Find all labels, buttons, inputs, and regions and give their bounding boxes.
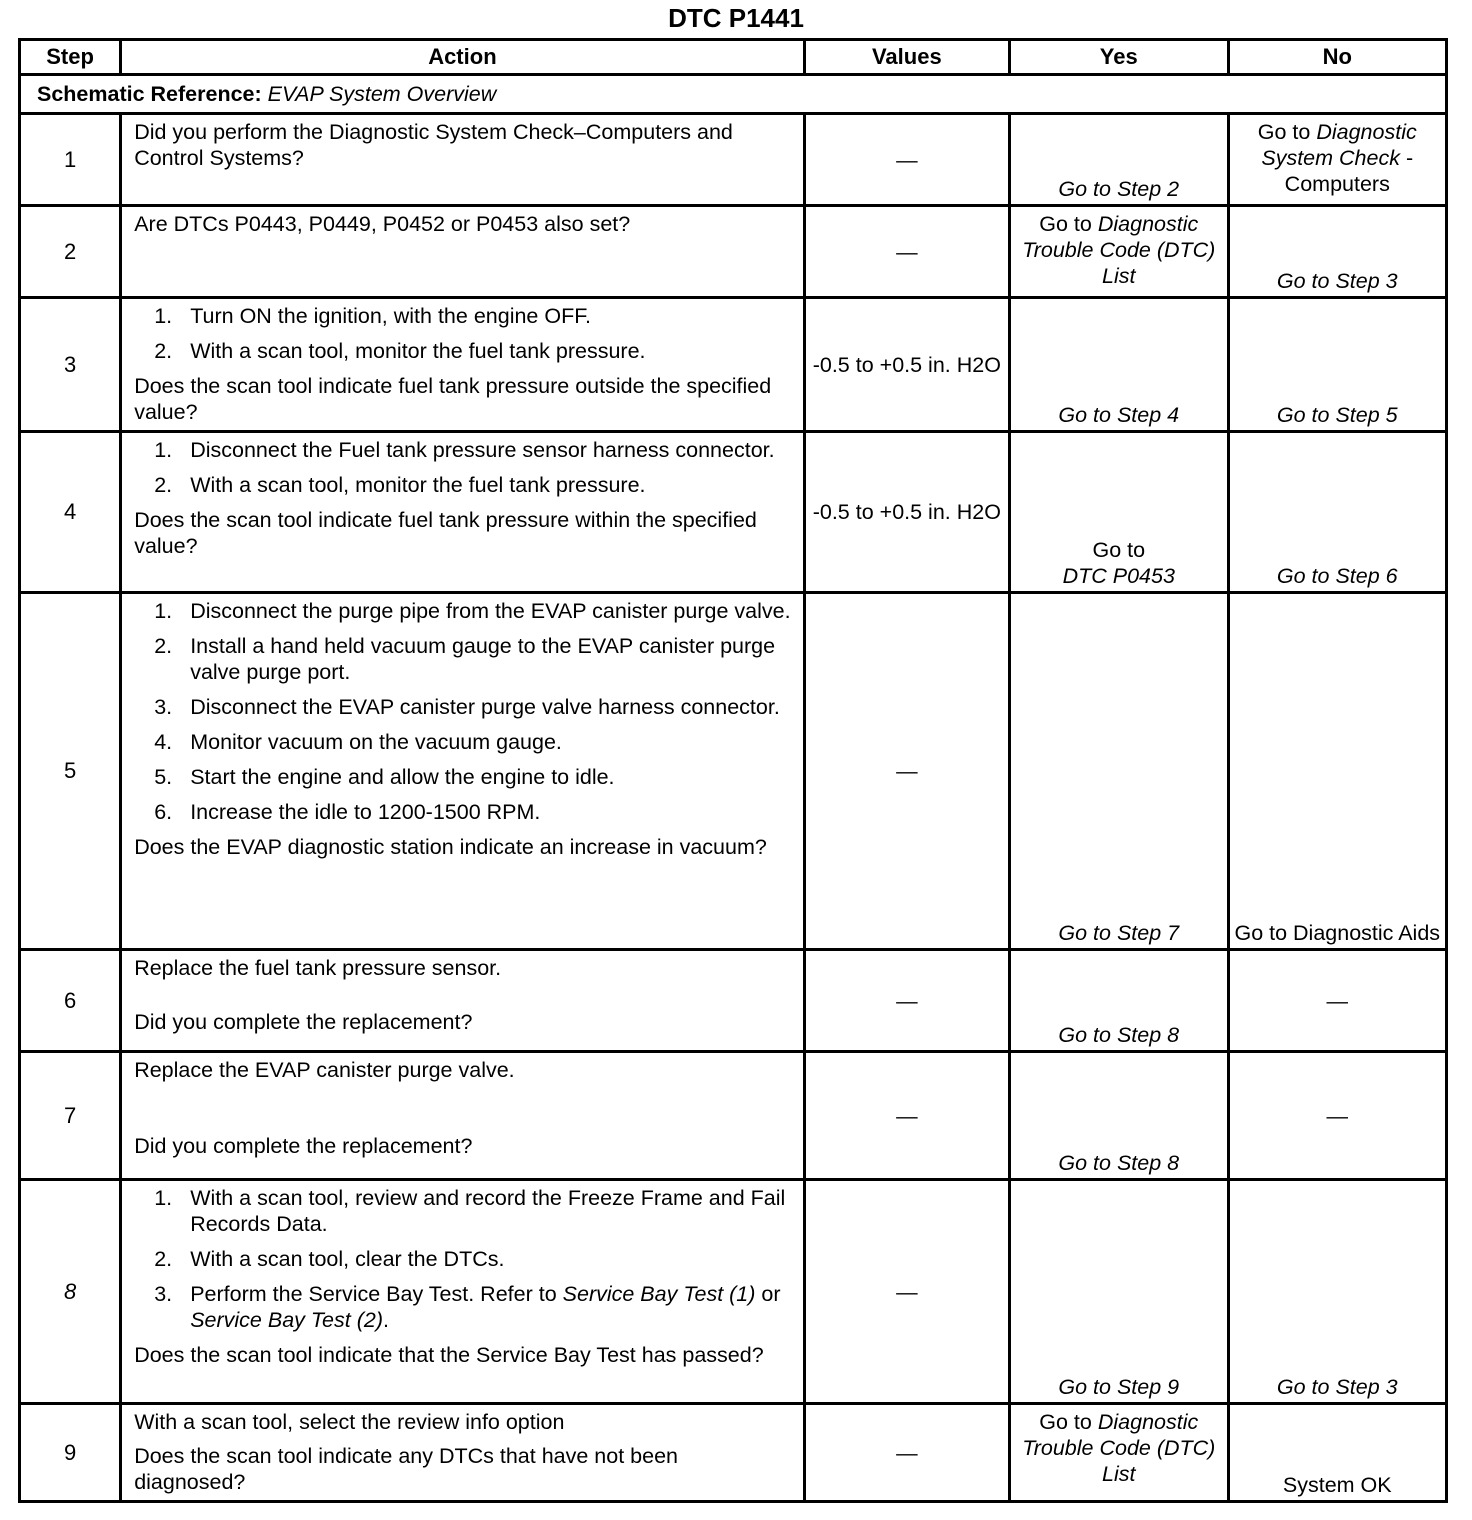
list-text: With a scan tool, review and record the Freeze Frame and Fail Records Data. [190, 1186, 786, 1236]
table-row [20, 206, 1447, 298]
yes-link[interactable] [1011, 1409, 1226, 1487]
no-link[interactable]: Go to Step 6 [1276, 564, 1398, 588]
list-item [154, 1281, 792, 1333]
list-text: Turn ON the ignition, with the engine OFF. [190, 304, 591, 328]
table-row [20, 432, 1447, 593]
list-item [154, 1185, 792, 1237]
step-number: 5 [20, 593, 121, 950]
yes-link[interactable]: Go to Step 8 [1058, 1151, 1180, 1175]
action-cell [121, 1404, 804, 1502]
values-cell: — [804, 1052, 1009, 1180]
no-value: System OK [1282, 1473, 1392, 1497]
question-text: Does the scan tool indicate fuel tank pressure outside the specified value? [134, 374, 772, 424]
no-cell [1228, 432, 1447, 593]
no-value: — [1326, 1103, 1348, 1128]
schematic-reference [20, 75, 1447, 114]
step-list [134, 437, 792, 498]
header-row [20, 40, 1447, 75]
no-cell [1228, 1404, 1447, 1502]
list-item [154, 1246, 792, 1272]
list-text: With a scan tool, clear the DTCs. [190, 1247, 505, 1271]
diagnostic-table [18, 38, 1448, 1503]
list-text: Increase the idle to 1200-1500 RPM. [190, 800, 541, 824]
no-link[interactable]: Go to Step 3 [1276, 1375, 1398, 1399]
header-action: Action [121, 40, 804, 75]
list-text: Disconnect the Fuel tank pressure sensor harness connector. [190, 438, 775, 462]
list-text: Install a hand held vacuum gauge to the EVAP canister purge valve purge port. [190, 634, 776, 684]
list-text: . [382, 1308, 389, 1332]
list-number: 1. [154, 304, 173, 328]
step-number: 3 [20, 298, 121, 432]
yes-cell [1010, 1052, 1228, 1180]
no-cell [1228, 114, 1447, 206]
step-number: 4 [20, 432, 121, 593]
no-value: — [1326, 988, 1348, 1013]
no-cell [1228, 1052, 1447, 1180]
no-cell [1228, 950, 1447, 1052]
header-yes: Yes [1010, 40, 1228, 75]
yes-cell [1010, 114, 1228, 206]
yes-italic: DTC P0453 [1062, 564, 1175, 588]
values-cell: -0.5 to +0.5 in. H2O [804, 432, 1009, 593]
action-text: With a scan tool, select the review info option [134, 1410, 565, 1434]
step-number: 8 [20, 1180, 121, 1404]
list-item [154, 694, 792, 720]
list-number: 2. [154, 634, 173, 658]
list-number: 1. [154, 438, 173, 462]
values-cell: — [804, 593, 1009, 950]
page-title: DTC P1441 [668, 3, 804, 33]
action-cell [121, 1052, 804, 1180]
action-cell [121, 298, 804, 432]
list-text: Perform the Service Bay Test. Refer to [190, 1282, 557, 1306]
list-number: 4. [154, 730, 173, 754]
action-text: Did you perform the Diagnostic System Check–Computers and Control Systems? [134, 120, 733, 170]
list-text: With a scan tool, monitor the fuel tank pressure. [190, 339, 646, 363]
table-row [20, 1052, 1447, 1180]
no-link[interactable]: Go to Diagnostic Aids [1234, 921, 1441, 945]
question-text: Does the scan tool indicate that the Service Bay Test has passed? [134, 1343, 764, 1367]
list-item [154, 472, 792, 498]
yes-italic: Diagnostic Trouble Code (DTC) List [1022, 212, 1216, 288]
action-cell [121, 206, 804, 298]
no-cell [1228, 206, 1447, 298]
header-no: No [1228, 40, 1447, 75]
list-item [154, 338, 792, 364]
yes-link[interactable]: Go to Step 2 [1058, 177, 1180, 201]
no-cell [1228, 298, 1447, 432]
yes-link[interactable] [1011, 537, 1226, 589]
spacer [134, 981, 792, 1009]
action-text: Replace the fuel tank pressure sensor. [134, 956, 502, 980]
values-cell: — [804, 1404, 1009, 1502]
action-cell [121, 1180, 804, 1404]
list-number: 2. [154, 473, 173, 497]
yes-link[interactable]: Go to Step 4 [1058, 403, 1180, 427]
action-cell [121, 950, 804, 1052]
yes-cell [1010, 298, 1228, 432]
question-text: Did you complete the replacement? [134, 1010, 473, 1034]
schematic-link[interactable]: EVAP System Overview [267, 82, 497, 106]
values-cell: — [804, 114, 1009, 206]
yes-link[interactable]: Go to Step 8 [1058, 1023, 1180, 1047]
values-cell: — [804, 1180, 1009, 1404]
yes-cell [1010, 1404, 1228, 1502]
list-item [154, 437, 792, 463]
list-number: 3. [154, 695, 173, 719]
action-cell [121, 114, 804, 206]
yes-italic: Diagnostic Trouble Code (DTC) List [1022, 1410, 1216, 1486]
values-cell: -0.5 to +0.5 in. H2O [804, 298, 1009, 432]
question-text: Did you complete the replacement? [134, 1134, 473, 1158]
table-row [20, 298, 1447, 432]
list-item [154, 799, 792, 825]
list-text: Disconnect the purge pipe from the EVAP canister purge valve. [190, 599, 791, 623]
action-cell [121, 432, 804, 593]
spacer [134, 1083, 792, 1133]
no-link[interactable]: Go to Step 5 [1276, 403, 1398, 427]
step-number: 6 [20, 950, 121, 1052]
table-row [20, 114, 1447, 206]
list-text: Monitor vacuum on the vacuum gauge. [190, 730, 562, 754]
yes-link[interactable]: Go to Step 9 [1058, 1375, 1180, 1399]
table-row [20, 1180, 1447, 1404]
step-number: 7 [20, 1052, 121, 1180]
yes-cell [1010, 432, 1228, 593]
schematic-label: Schematic Reference: [37, 82, 262, 106]
list-text: Start the engine and allow the engine to idle. [190, 765, 615, 789]
list-number: 2. [154, 1247, 173, 1271]
no-cell [1228, 593, 1447, 950]
header-step: Step [20, 40, 121, 75]
schematic-row [20, 75, 1447, 114]
header-values: Values [804, 40, 1009, 75]
no-link[interactable]: Go to Step 3 [1276, 269, 1398, 293]
yes-prefix: Go to [1039, 1410, 1092, 1434]
yes-cell [1010, 593, 1228, 950]
list-item [154, 303, 792, 329]
list-item [154, 729, 792, 755]
values-cell: — [804, 206, 1009, 298]
question-text: Does the scan tool indicate any DTCs that have not been diagnosed? [134, 1444, 679, 1494]
yes-cell [1010, 206, 1228, 298]
list-item [154, 633, 792, 685]
step-number: 9 [20, 1404, 121, 1502]
list-number: 2. [154, 339, 173, 363]
table-row [20, 950, 1447, 1052]
table-row [20, 593, 1447, 950]
step-list [134, 1185, 792, 1333]
list-text: Disconnect the EVAP canister purge valve harness connector. [190, 695, 780, 719]
no-prefix: Go to [1257, 120, 1311, 144]
yes-link[interactable]: Go to Step 7 [1058, 921, 1180, 945]
question-text: Does the scan tool indicate fuel tank pressure within the specified value? [134, 508, 757, 558]
no-cell [1228, 1180, 1447, 1404]
list-number: 5. [154, 765, 173, 789]
action-text: Replace the EVAP canister purge valve. [134, 1058, 515, 1082]
step-list [134, 598, 792, 825]
list-text: With a scan tool, monitor the fuel tank pressure. [190, 473, 646, 497]
action-cell [121, 593, 804, 950]
list-number: 6. [154, 800, 173, 824]
step-number: 2 [20, 206, 121, 298]
list-number: 1. [154, 599, 173, 623]
no-link[interactable] [1230, 119, 1446, 197]
yes-link[interactable] [1011, 211, 1226, 289]
yes-cell [1010, 1180, 1228, 1404]
service-bay-test-2-link[interactable]: Service Bay Test (2) [190, 1308, 383, 1332]
list-text: or [761, 1282, 781, 1306]
service-bay-test-1-link[interactable]: Service Bay Test (1) [562, 1282, 756, 1306]
list-item [154, 598, 792, 624]
list-item [154, 764, 792, 790]
step-number: 1 [20, 114, 121, 206]
yes-prefix: Go to [1039, 212, 1092, 236]
table-row [20, 1404, 1447, 1502]
list-number: 3. [154, 1282, 173, 1306]
values-cell: — [804, 950, 1009, 1052]
question-text: Does the EVAP diagnostic station indicate an increase in vacuum? [134, 835, 767, 859]
no-suffix: - Computers [1284, 146, 1414, 196]
list-number: 1. [154, 1186, 173, 1210]
no-italic: Diagnostic System Check [1261, 120, 1417, 170]
yes-cell [1010, 950, 1228, 1052]
yes-prefix: Go to [1092, 538, 1146, 562]
step-list [134, 303, 792, 364]
action-text: Are DTCs P0443, P0449, P0452 or P0453 also set? [134, 212, 631, 236]
